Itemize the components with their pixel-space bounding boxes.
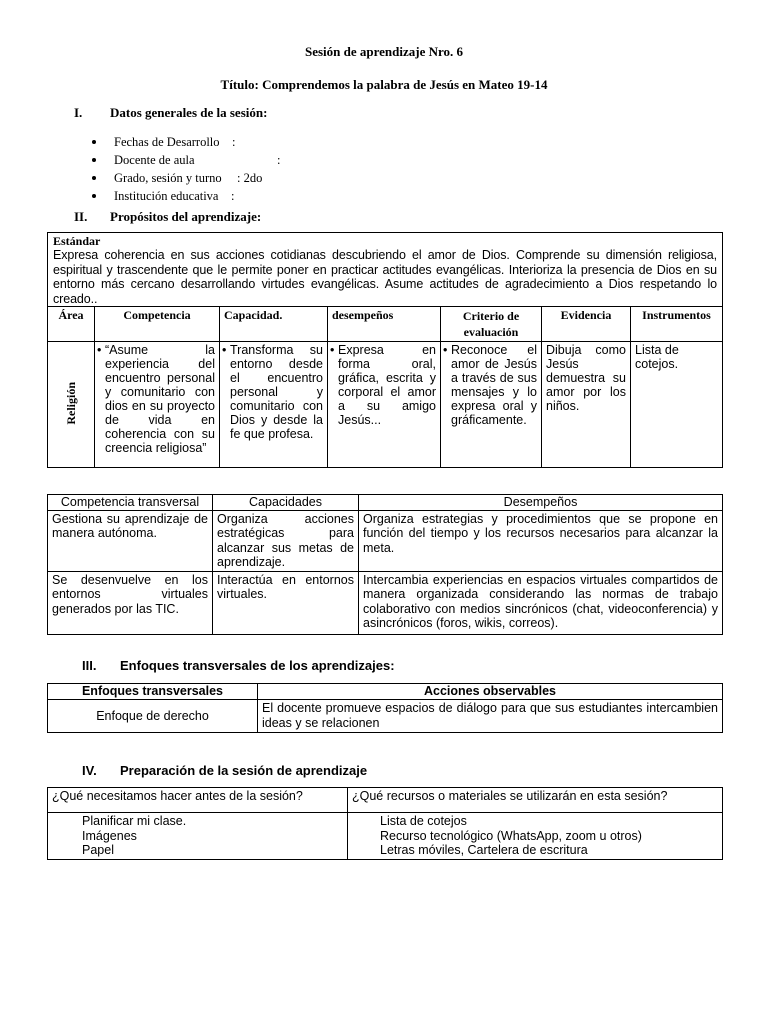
general-data-item	[92, 133, 392, 151]
section2-title: Propósitos del aprendizaje:	[110, 209, 262, 224]
section4-number: IV.	[82, 763, 97, 778]
approaches-table	[47, 683, 723, 733]
before-items-cell	[48, 813, 348, 860]
col-antes: ¿Qué necesitamos hacer antes de la sesión?	[48, 788, 348, 813]
competencia-transversal-cell: Gestiona su aprendizaje de manera autónoma.	[48, 510, 213, 571]
enfoque-cell: Enfoque de derecho	[48, 700, 258, 733]
general-data-value: :	[232, 134, 236, 149]
col-capacidad: Capacidad.	[220, 307, 328, 342]
capacidad-text: Transforma su entorno desde el encuentro personal y comunitario con Dios y desde la fe que profesa.	[230, 343, 323, 441]
general-data-label: Grado, sesión y turno	[114, 170, 222, 185]
bullet-icon	[92, 176, 96, 180]
bullet-icon	[92, 158, 96, 162]
capacidades-cell: Organiza acciones estratégicas para alcanzar sus metas de aprendizaje.	[213, 510, 359, 571]
section2-number: II.	[74, 209, 88, 224]
section3-number: III.	[82, 658, 97, 673]
resources-items-cell	[348, 813, 723, 860]
col-desempenos: desempeños	[328, 307, 441, 342]
instrumentos-cell: Lista de cotejos.	[631, 342, 723, 468]
area-label: Religión	[64, 381, 78, 425]
accion-cell: El docente promueve espacios de diálogo para que sus estudiantes intercambien ideas y se relacionen	[258, 700, 723, 733]
general-data-value: :	[231, 188, 235, 203]
competencia-cell	[95, 342, 220, 468]
general-data-label: Fechas de Desarrollo	[114, 134, 220, 149]
area-cell	[48, 342, 95, 468]
transversal-competencies-table	[47, 494, 723, 635]
criterio-cell	[441, 342, 542, 468]
general-data-label: Docente de aula	[114, 152, 195, 167]
section3-title: Enfoques transversales de los aprendizajes:	[120, 658, 395, 673]
standard-cell	[48, 233, 723, 307]
general-data-list	[92, 133, 392, 205]
section1-number: I.	[74, 105, 83, 120]
session-title: Título: Comprendemos la palabra de Jesús en Mateo 19-14	[220, 77, 548, 92]
col-criterio: Criterio de evaluación	[441, 307, 542, 342]
col-capacidades: Capacidades	[213, 495, 359, 511]
competencia-transversal-cell: Se desenvuelve en los entornos virtuales generados por las TIC.	[48, 571, 213, 634]
preparation-table	[47, 787, 723, 860]
competencia-text: “Asume la experiencia del encuentro personal y comunitario con dios en su proyecto de vida en coherencia con su creencia religiosa”	[105, 343, 215, 455]
desempenos-transversal-cell: Intercambia experiencias en espacios virtuales compartidos de manera organizada considerando las normas de trabajo colaborativo con medios sincrónicos (chat, videoconferencia) y asincrónicos (foros, wikis, correos).	[359, 571, 723, 634]
capacidades-cell: Interactúa en entornos virtuales.	[213, 571, 359, 634]
table-row	[48, 700, 723, 733]
bullet-icon: •	[443, 343, 448, 357]
list-item: Planificar mi clase.	[82, 814, 187, 828]
col-instrumentos: Instrumentos	[631, 307, 723, 342]
general-data-value: : 2do	[237, 170, 263, 185]
col-desempenos-transversal: Desempeños	[359, 495, 723, 511]
bullet-icon: •	[330, 343, 335, 357]
table-row	[48, 510, 723, 571]
bullet-icon	[92, 140, 96, 144]
desempenos-transversal-cell: Organiza estrategias y procedimientos que se propone en función del tiempo y los recursos necesarios para alcanzar la meta.	[359, 510, 723, 571]
col-evidencia: Evidencia	[542, 307, 631, 342]
general-data-label: Institución educativa	[114, 188, 219, 203]
standard-text: Expresa coherencia en sus acciones cotidianas descubriendo el amor de Dios. Comprende su dimensión religiosa, espiritual y trascendente que le permite poner en practicar actitudes evangélicas. Interioriza la presencia de Dios en su entorno más cercano desarrollando virtudes evangélicas. Asume actitudes de agradecimiento a Dios respetando lo creado..	[53, 248, 717, 306]
desempenos-cell	[328, 342, 441, 468]
table-row	[48, 571, 723, 634]
bullet-icon	[92, 194, 96, 198]
section4-title: Preparación de la sesión de aprendizaje	[120, 763, 368, 778]
standard-label: Estándar	[53, 234, 101, 248]
list-item: Recurso tecnológico (WhatsApp, zoom u otros)	[380, 828, 642, 843]
desempenos-text: Expresa en forma oral, gráfica, escrita y corporal el amor a su amigo Jesús...	[338, 343, 436, 427]
criterio-text: Reconoce el amor de Jesús a través de sus mensajes y lo expresa oral y gráficamente.	[451, 343, 537, 427]
bullet-icon: •	[97, 343, 102, 357]
general-data-item	[92, 151, 392, 169]
col-enfoques: Enfoques transversales	[48, 684, 258, 700]
col-area: Área	[48, 307, 95, 342]
col-competencia-transversal: Competencia transversal	[48, 495, 213, 511]
general-data-value: :	[277, 152, 281, 167]
list-item: Papel	[82, 843, 114, 857]
list-item: Imágenes	[82, 828, 137, 843]
capacidad-cell	[220, 342, 328, 468]
section1-title: Datos generales de la sesión:	[110, 105, 268, 120]
session-number: Sesión de aprendizaje Nro. 6	[304, 44, 464, 59]
col-recursos: ¿Qué recursos o materiales se utilizarán en esta sesión?	[348, 788, 723, 813]
col-acciones: Acciones observables	[258, 684, 723, 700]
bullet-icon: •	[222, 343, 227, 357]
evidencia-cell: Dibuja como Jesús demuestra su amor por los niños.	[542, 342, 631, 468]
col-competencia: Competencia	[95, 307, 220, 342]
purposes-table	[47, 232, 723, 468]
list-item: Letras móviles, Cartelera de escritura	[380, 843, 588, 857]
general-data-item	[92, 169, 392, 187]
general-data-item	[92, 187, 392, 205]
list-item: Lista de cotejos	[380, 814, 467, 828]
